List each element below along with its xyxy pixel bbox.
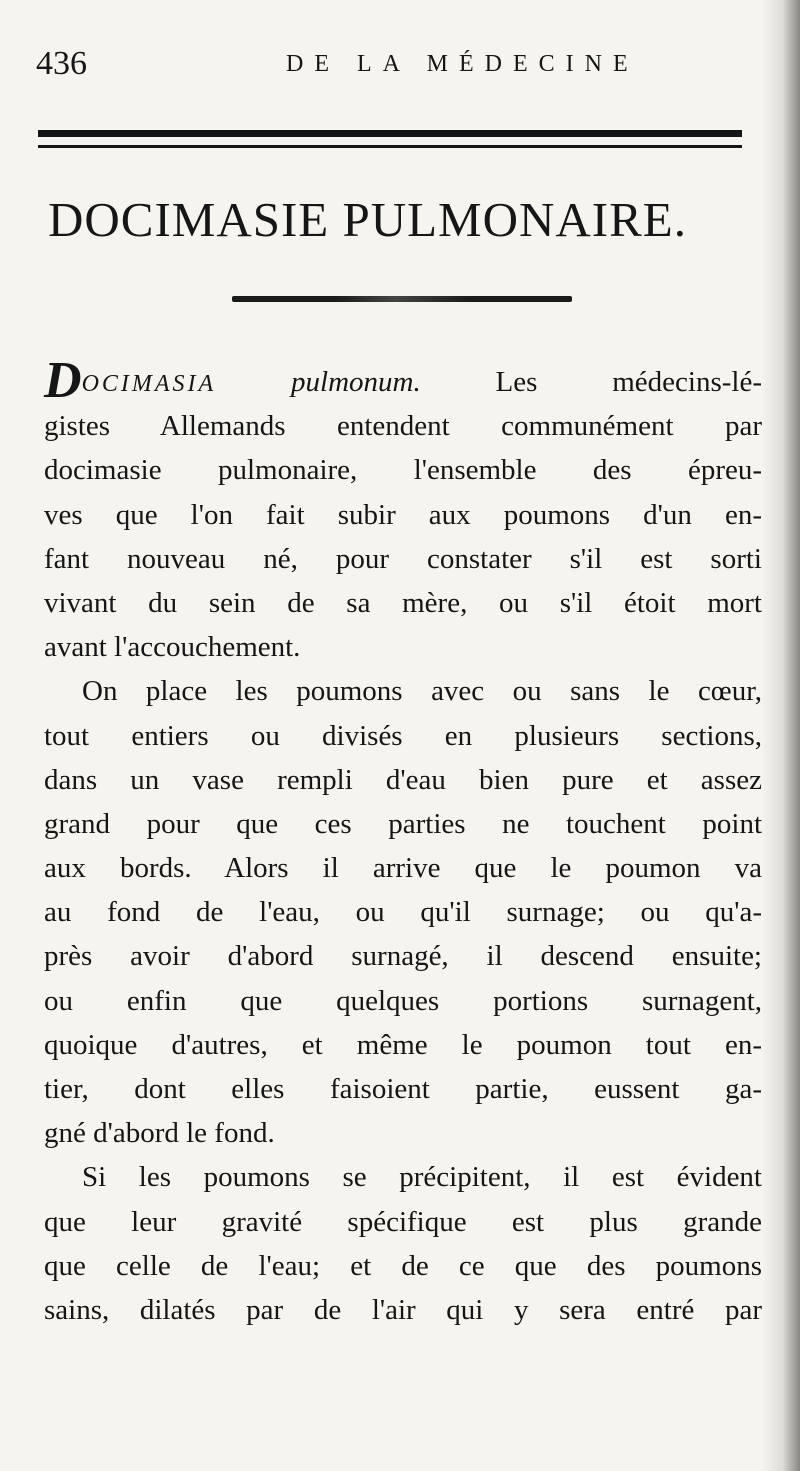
thick-rule bbox=[38, 130, 742, 137]
text-line: docimasie pulmonaire, l'ensemble des épreu- bbox=[44, 454, 762, 487]
text-line: On place les poumons avec ou sans le cœur, bbox=[82, 675, 762, 708]
paragraph-2 bbox=[44, 669, 762, 1155]
running-head bbox=[36, 42, 756, 86]
text-line: dans un vase rempli d'eau bien pure et assez bbox=[44, 763, 762, 796]
text-line: que celle de l'eau; et de ce que des poumons bbox=[44, 1249, 762, 1282]
text-line: aux bords. Alors il arrive que le poumon va bbox=[44, 852, 762, 885]
page-number: 436 bbox=[36, 45, 87, 82]
page-edge-shadow bbox=[762, 0, 800, 1471]
body-text bbox=[44, 352, 762, 1332]
text-line: vivant du sein de sa mère, ou s'il étoit mort bbox=[44, 586, 762, 619]
text-line: grand pour que ces parties ne touchent point bbox=[44, 807, 762, 840]
latin-term-caps: OCIMASIA bbox=[81, 371, 217, 397]
text-line: ou enfin que quelques portions surnagent, bbox=[44, 984, 762, 1017]
double-rule-divider bbox=[38, 130, 742, 154]
text-line: tout entiers ou divisés en plusieurs sections, bbox=[44, 719, 762, 752]
text-line: gné d'abord le fond. bbox=[44, 1117, 275, 1150]
text-line: Si les poumons se précipitent, il est évident bbox=[82, 1161, 762, 1194]
text-line: tier, dont elles faisoient partie, eussent ga- bbox=[44, 1073, 762, 1105]
text-line: fant nouveau né, pour constater s'il est sorti bbox=[44, 542, 762, 575]
text-line: gistes Allemands entendent communément par bbox=[44, 410, 762, 443]
line-text: Les médecins-lé- bbox=[420, 366, 762, 398]
running-title: DE LA MÉDECINE bbox=[286, 51, 639, 77]
text-line: sains, dilatés par de l'air qui y sera entré par bbox=[44, 1293, 762, 1326]
text-line: que leur gravité spécifique est plus grande bbox=[44, 1205, 762, 1238]
text-line: avant l'accouchement. bbox=[44, 631, 301, 664]
paragraph-1 bbox=[44, 352, 762, 669]
latin-term: pulmonum. bbox=[216, 366, 421, 398]
drop-cap: D bbox=[44, 352, 82, 409]
text-line bbox=[44, 352, 762, 409]
text-line: ves que l'on fait subir aux poumons d'un en- bbox=[44, 498, 762, 531]
thin-rule bbox=[38, 145, 742, 148]
text-line: près avoir d'abord surnagé, il descend ensuite; bbox=[44, 940, 762, 973]
chapter-title: DOCIMASIE PULMONAIRE. bbox=[48, 192, 687, 247]
ornamental-rule bbox=[232, 296, 572, 302]
paragraph-3 bbox=[44, 1155, 762, 1332]
text-line: quoique d'autres, et même le poumon tout en- bbox=[44, 1028, 762, 1061]
text-line: au fond de l'eau, ou qu'il surnage; ou qu'a- bbox=[44, 896, 762, 929]
